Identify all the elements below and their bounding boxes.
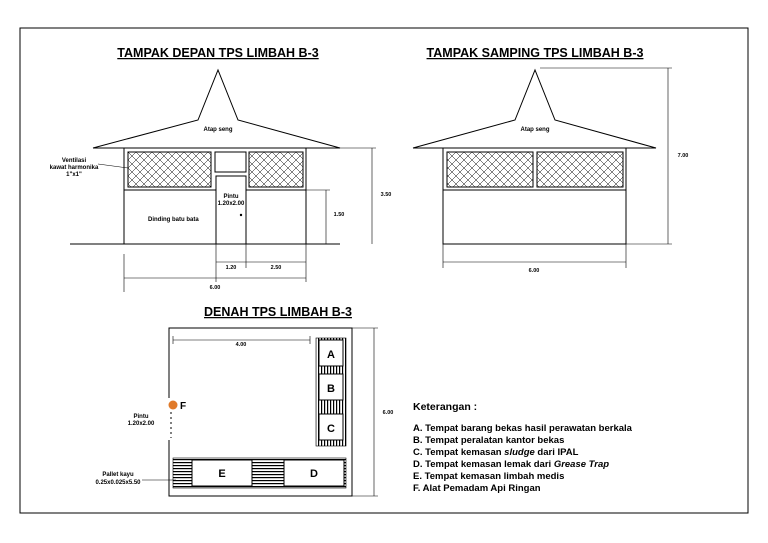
front-door-label-2: 1.20x2.00 — [217, 201, 245, 207]
front-dim-lower: 1.50 — [333, 212, 345, 218]
side-dim-height: 7.00 — [677, 153, 689, 159]
front-vent-label-1: Ventilasi — [61, 158, 87, 164]
front-dim-total: 6.00 — [209, 285, 221, 291]
drawing-frame — [20, 28, 748, 513]
front-dim-height: 3.50 — [380, 192, 392, 198]
front-vent-right — [249, 152, 303, 187]
side-title: TAMPAK SAMPING TPS LIMBAH B-3 — [426, 46, 644, 60]
legend-item-c-post: dari IPAL — [534, 447, 579, 458]
front-title: TAMPAK DEPAN TPS LIMBAH B-3 — [117, 46, 319, 60]
front-vent-label-3: 1"x1" — [66, 172, 82, 178]
front-wall-label: Dinding batu bata — [148, 217, 199, 223]
legend-item-a-text: A. Tempat barang bekas hasil perawatan berkala — [413, 423, 632, 434]
side-vent-left — [447, 152, 533, 187]
plan-box-a-label: A — [327, 349, 335, 361]
front-door — [216, 176, 246, 244]
front-roof — [93, 70, 340, 148]
front-dim-right: 2.50 — [270, 265, 282, 271]
legend-item-f — [413, 483, 541, 494]
front-door-label-1: Pintu — [223, 194, 239, 200]
legend — [413, 401, 633, 494]
legend-item-b — [413, 435, 564, 446]
door-knob-icon — [240, 214, 242, 216]
front-dim-door-width: 1.20 — [225, 265, 237, 271]
legend-item-c — [413, 447, 579, 458]
side-vent-right — [537, 152, 623, 187]
legend-item-e-text: E. Tempat kemasan limbah medis — [413, 471, 565, 482]
front-vent-left — [128, 152, 211, 187]
side-roof-label: Atap seng — [520, 127, 550, 133]
plan-box-e-label: E — [218, 468, 226, 480]
legend-item-d-text: D. Tempat kemasan lemak dari — [413, 459, 554, 470]
legend-item-b-text: B. Tempat peralatan kantor bekas — [413, 435, 565, 446]
front-roof-label: Atap seng — [203, 127, 233, 133]
front-vent-label-2: kawat harmonika — [49, 165, 99, 171]
floor-plan — [95, 305, 393, 496]
legend-heading: Keterangan : — [413, 401, 478, 413]
plan-door-label-1: Pintu — [133, 414, 149, 420]
fire-extinguisher-icon — [169, 401, 178, 410]
plan-door-label-2: 1.20x2.00 — [127, 421, 155, 427]
legend-item-c-em: sludge — [504, 447, 535, 458]
plan-dim-height: 6.00 — [382, 410, 394, 416]
plan-marker-f-label: F — [180, 401, 187, 412]
plan-pallet-label-1: Pallet kayu — [102, 472, 134, 478]
plan-pallet-label-2: 0.25x0.025x5.50 — [95, 480, 141, 486]
plan-dim-inner: 4.00 — [235, 342, 247, 348]
side-roof — [413, 70, 656, 148]
plan-title: DENAH TPS LIMBAH B-3 — [204, 305, 352, 319]
plan-box-c-label: C — [327, 423, 335, 435]
side-view — [413, 46, 688, 274]
plan-box-b-label: B — [327, 383, 335, 395]
front-view — [50, 46, 392, 292]
legend-item-c-text: C. Tempat kemasan — [413, 447, 505, 458]
legend-item-d-em: Grease Trap — [553, 459, 610, 470]
front-vent-mid — [215, 152, 246, 172]
legend-item-f-text: F. Alat Pemadam Api Ringan — [413, 483, 541, 494]
legend-item-e — [413, 471, 564, 482]
legend-item-d — [413, 459, 609, 470]
plan-box-d-label: D — [310, 468, 318, 480]
legend-item-a — [413, 423, 633, 434]
side-dim-width: 6.00 — [528, 268, 540, 274]
